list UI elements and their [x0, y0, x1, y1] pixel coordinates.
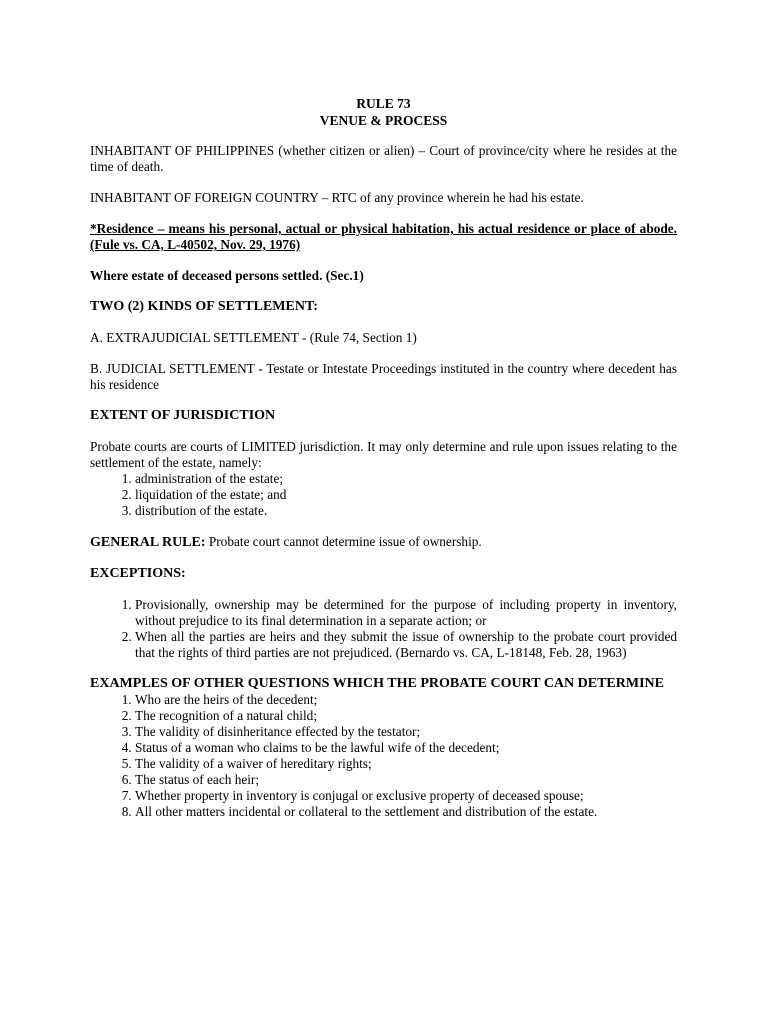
judicial-settlement-paragraph: [90, 361, 677, 393]
list-item: 1. Provisionally, ownership may be determined for the purpose of including property in inventory, without prejudice to its final determination in a separate action; or: [135, 597, 677, 629]
rule-title: RULE 73: [356, 96, 411, 111]
general-rule-paragraph: [90, 534, 677, 551]
list-item: 8. All other matters incidental or collateral to the settlement and distribution of the estate.: [135, 804, 677, 820]
list-item: 2. liquidation of the estate; and: [135, 487, 677, 503]
judicial-settlement-text: - Testate or Intestate Proceedings instituted in the country where decedent has his residence: [90, 361, 677, 392]
inhabitant-philippines-paragraph: [90, 143, 677, 175]
list-item: 1. administration of the estate;: [135, 471, 677, 487]
list-item: 3. The validity of disinheritance effected by the testator;: [135, 724, 677, 740]
inhabitant-philippines-label: INHABITANT OF PHILIPPINES: [90, 143, 275, 158]
exceptions-heading: EXCEPTIONS:: [90, 566, 186, 581]
list-item: 1. Who are the heirs of the decedent;: [135, 692, 677, 708]
document-body: [90, 95, 677, 835]
list-item: 2. The recognition of a natural child;: [135, 708, 677, 724]
exceptions-list: [90, 597, 677, 661]
inhabitant-philippines-text: (whether citizen or alien) – Court of province/city where he resides at the time of death.: [90, 143, 677, 174]
inhabitant-foreign-label: INHABITANT OF FOREIGN COUNTRY: [90, 190, 319, 205]
inhabitant-foreign-text: – RTC of any province wherein he had his estate.: [318, 190, 584, 205]
examples-list: [90, 692, 677, 820]
judicial-settlement-label: B. JUDICIAL SETTLEMENT: [90, 361, 255, 376]
two-kinds-heading: TWO (2) KINDS OF SETTLEMENT:: [90, 299, 318, 314]
rule-subtitle: VENUE & PROCESS: [319, 113, 448, 128]
list-item: 5. The validity of a waiver of hereditary rights;: [135, 756, 677, 772]
probate-list: [90, 471, 677, 519]
extent-heading: EXTENT OF JURISDICTION: [90, 408, 276, 423]
extrajudicial-settlement: A. EXTRAJUDICIAL SETTLEMENT - (Rule 74, Section 1): [90, 330, 417, 345]
inhabitant-foreign-paragraph: [90, 190, 677, 206]
list-item: 4. Status of a woman who claims to be the lawful wife of the decedent;: [135, 740, 677, 756]
list-item: 2. When all the parties are heirs and they submit the issue of ownership to the probate court provided that the rights of third parties are not prejudiced. (Bernardo vs. CA, L-18148, Feb. 28, 1963): [135, 629, 677, 661]
where-settled-line: Where estate of deceased persons settled. (Sec.1): [90, 268, 364, 283]
examples-heading: EXAMPLES OF OTHER QUESTIONS WHICH THE PROBATE COURT CAN DETERMINE: [90, 676, 664, 691]
list-item: 3. distribution of the estate.: [135, 503, 677, 519]
probate-intro: Probate courts are courts of LIMITED jurisdiction. It may only determine and rule upon issues relating to the settlement of the estate, namely:: [90, 439, 677, 470]
general-rule-text: Probate court cannot determine issue of ownership.: [205, 534, 482, 549]
list-item: 7. Whether property in inventory is conjugal or exclusive property of deceased spouse;: [135, 788, 677, 804]
general-rule-label: GENERAL RULE:: [90, 535, 206, 550]
residence-note: *Residence – means his personal, actual or physical habitation, his actual residence or place of abode. (Fule vs. CA, L-40502, Nov. 29, 1976): [90, 221, 677, 252]
list-item: 6. The status of each heir;: [135, 772, 677, 788]
